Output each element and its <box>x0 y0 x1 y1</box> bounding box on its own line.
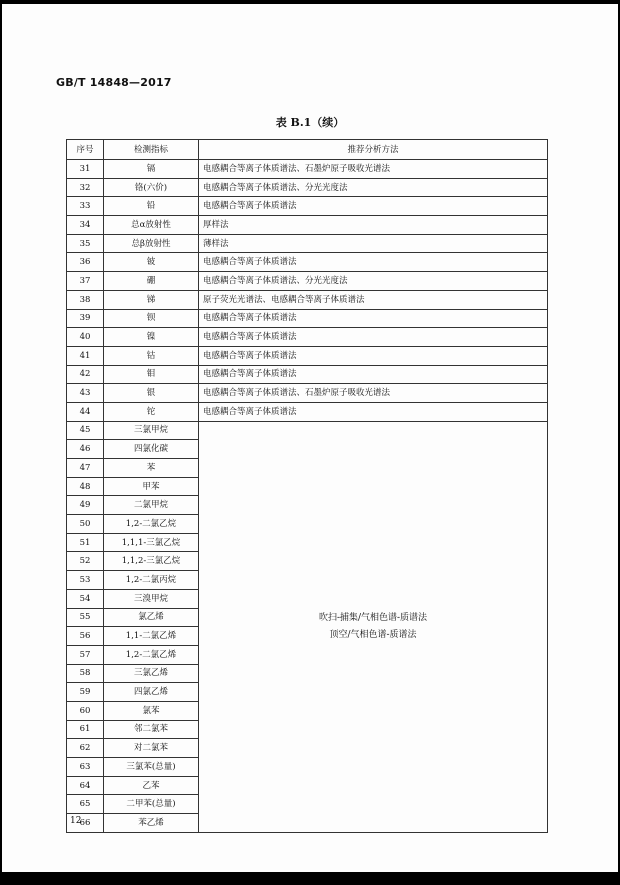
row-number: 52 <box>67 552 104 571</box>
indicator-name: 银 <box>104 384 199 403</box>
row-number: 50 <box>67 515 104 534</box>
row-number: 53 <box>67 571 104 590</box>
analysis-method: 电感耦合等离子体质谱法、分光光度法 <box>199 178 548 197</box>
table-row <box>67 290 548 309</box>
indicator-name: 1,2-二氯丙烷 <box>104 571 199 590</box>
row-number: 34 <box>67 216 104 235</box>
analysis-method: 电感耦合等离子体质谱法、石墨炉原子吸收光谱法 <box>199 160 548 179</box>
indicator-name: 1,1,1-三氯乙烷 <box>104 533 199 552</box>
indicator-name: 苯 <box>104 459 199 478</box>
table-row <box>67 253 548 272</box>
row-number: 44 <box>67 402 104 421</box>
row-number: 63 <box>67 758 104 777</box>
indicator-name: 三溴甲烷 <box>104 589 199 608</box>
table-row <box>67 160 548 179</box>
indicator-name: 镍 <box>104 328 199 347</box>
analysis-method: 电感耦合等离子体质谱法 <box>199 328 548 347</box>
table-row <box>67 384 548 403</box>
indicator-name: 1,1,2-三氯乙烷 <box>104 552 199 571</box>
indicator-name: 铅 <box>104 197 199 216</box>
analysis-method: 电感耦合等离子体质谱法、分光光度法 <box>199 272 548 291</box>
document-page <box>2 4 618 872</box>
analysis-method: 电感耦合等离子体质谱法 <box>199 197 548 216</box>
table-caption: 表 B.1（续） <box>275 116 345 129</box>
indicator-name: 甲苯 <box>104 477 199 496</box>
row-number: 64 <box>67 776 104 795</box>
row-number: 61 <box>67 720 104 739</box>
table-row <box>67 421 548 440</box>
indicator-name: 总β放射性 <box>104 234 199 253</box>
indicator-name: 1,2-二氯乙烷 <box>104 515 199 534</box>
table-row <box>67 365 548 384</box>
indicator-name: 对二氯苯 <box>104 739 199 758</box>
row-number: 47 <box>67 459 104 478</box>
indicator-name: 铬(六价) <box>104 178 199 197</box>
indicator-name: 三氯苯(总量) <box>104 758 199 777</box>
analysis-method: 电感耦合等离子体质谱法 <box>199 346 548 365</box>
method-line: 吹扫-捕集/气相色谱-质谱法 <box>318 612 428 623</box>
row-number: 40 <box>67 328 104 347</box>
indicator-name: 钴 <box>104 346 199 365</box>
indicator-name: 钡 <box>104 309 199 328</box>
row-number: 31 <box>67 160 104 179</box>
row-number: 33 <box>67 197 104 216</box>
row-number: 42 <box>67 365 104 384</box>
indicator-name: 总α放射性 <box>104 216 199 235</box>
indicator-name: 四氯化碳 <box>104 440 199 459</box>
table-row <box>67 309 548 328</box>
indicator-name: 氯苯 <box>104 701 199 720</box>
indicator-name: 氯乙烯 <box>104 608 199 627</box>
indicator-name: 乙苯 <box>104 776 199 795</box>
indicator-name: 镉 <box>104 160 199 179</box>
analysis-method: 电感耦合等离子体质谱法 <box>199 253 548 272</box>
column-header-no: 序号 <box>67 140 104 160</box>
row-number: 55 <box>67 608 104 627</box>
row-number: 46 <box>67 440 104 459</box>
row-number: 65 <box>67 795 104 814</box>
row-number: 49 <box>67 496 104 515</box>
row-number: 56 <box>67 627 104 646</box>
page-number: 12 <box>70 816 82 826</box>
analysis-method: 厚样法 <box>199 216 548 235</box>
row-number: 62 <box>67 739 104 758</box>
scan-border <box>0 872 620 885</box>
table-row <box>67 178 548 197</box>
analysis-method: 电感耦合等离子体质谱法 <box>199 309 548 328</box>
analysis-method-table <box>66 139 548 833</box>
method-line: 顶空/气相色谱-质谱法 <box>329 629 417 640</box>
row-number: 45 <box>67 421 104 440</box>
indicator-name: 邻二氯苯 <box>104 720 199 739</box>
indicator-name: 四氯乙烯 <box>104 683 199 702</box>
row-number: 48 <box>67 477 104 496</box>
indicator-name: 三氯甲烷 <box>104 421 199 440</box>
indicator-name: 铊 <box>104 402 199 421</box>
table-row <box>67 328 548 347</box>
indicator-name: 苯乙烯 <box>104 814 199 833</box>
indicator-name: 锑 <box>104 290 199 309</box>
indicator-name: 二氯甲烷 <box>104 496 199 515</box>
indicator-name: 二甲苯(总量) <box>104 795 199 814</box>
analysis-method: 电感耦合等离子体质谱法、石墨炉原子吸收光谱法 <box>199 384 548 403</box>
merged-analysis-method <box>199 421 548 832</box>
column-header-indicator: 检测指标 <box>104 140 199 160</box>
analysis-method: 薄样法 <box>199 234 548 253</box>
row-number: 38 <box>67 290 104 309</box>
row-number: 32 <box>67 178 104 197</box>
row-number: 35 <box>67 234 104 253</box>
table-row <box>67 402 548 421</box>
row-number: 54 <box>67 589 104 608</box>
row-number: 59 <box>67 683 104 702</box>
indicator-name: 钼 <box>104 365 199 384</box>
row-number: 41 <box>67 346 104 365</box>
analysis-method: 电感耦合等离子体质谱法 <box>199 365 548 384</box>
analysis-method: 原子荧光光谱法、电感耦合等离子体质谱法 <box>199 290 548 309</box>
table-row <box>67 346 548 365</box>
standard-number: GB/T 14848—2017 <box>56 76 172 89</box>
row-number: 60 <box>67 701 104 720</box>
table-row <box>67 197 548 216</box>
row-number: 66 <box>67 814 104 833</box>
table-row <box>67 216 548 235</box>
indicator-name: 硼 <box>104 272 199 291</box>
column-header-method: 推荐分析方法 <box>199 140 548 160</box>
indicator-name: 三氯乙烯 <box>104 664 199 683</box>
table-header-row <box>67 140 548 160</box>
row-number: 43 <box>67 384 104 403</box>
row-number: 51 <box>67 533 104 552</box>
analysis-method: 电感耦合等离子体质谱法 <box>199 402 548 421</box>
table-row <box>67 234 548 253</box>
table-row <box>67 272 548 291</box>
row-number: 37 <box>67 272 104 291</box>
row-number: 57 <box>67 645 104 664</box>
row-number: 58 <box>67 664 104 683</box>
indicator-name: 铍 <box>104 253 199 272</box>
row-number: 36 <box>67 253 104 272</box>
indicator-name: 1,2-二氯乙烯 <box>104 645 199 664</box>
row-number: 39 <box>67 309 104 328</box>
indicator-name: 1,1-二氯乙烯 <box>104 627 199 646</box>
